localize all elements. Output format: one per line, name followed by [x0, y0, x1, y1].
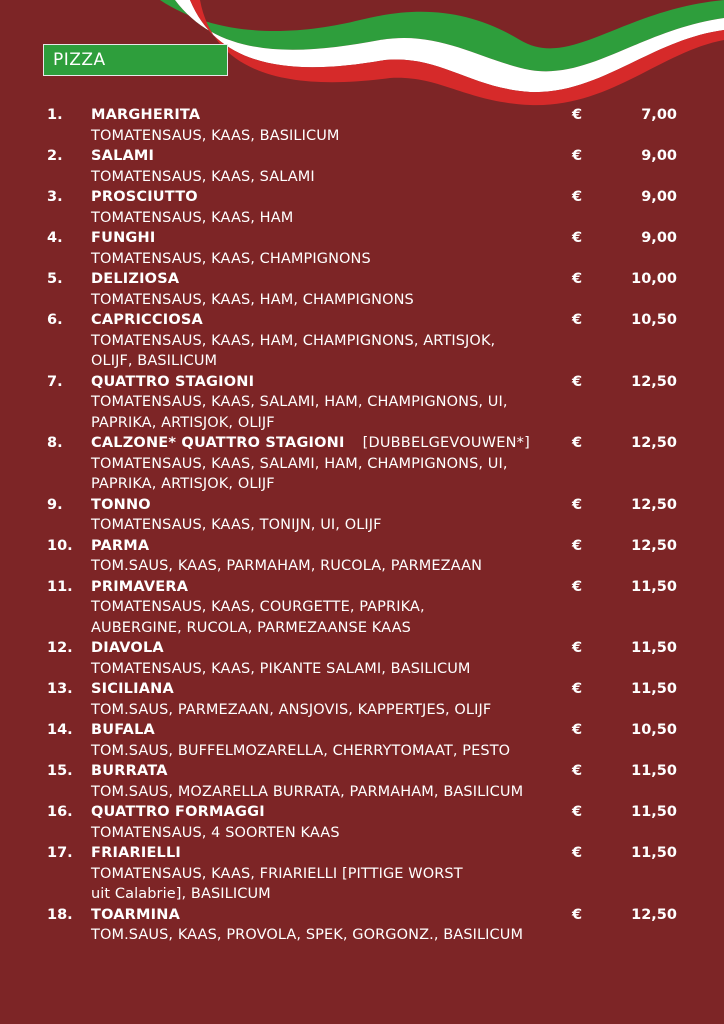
currency-symbol: € — [572, 373, 583, 390]
currency-symbol: € — [572, 435, 583, 451]
item-price: 11,50 — [631, 640, 677, 656]
item-name-text: DIAVOLA — [91, 640, 164, 656]
item-number: 3. — [47, 189, 63, 205]
item-number: 16. — [47, 804, 73, 820]
item-price: 12,50 — [631, 537, 677, 554]
currency-symbol: € — [572, 189, 583, 205]
menu-item — [0, 228, 724, 269]
item-description: PAPRIKA, ARTISJOK, OLIJF — [91, 414, 275, 431]
item-price: 12,50 — [631, 496, 677, 513]
item-number: 10. — [47, 537, 73, 554]
item-number: 18. — [47, 906, 73, 923]
item-description: TOM.SAUS, KAAS, PARMAHAM, RUCOLA, PARMEZAAN — [91, 558, 483, 574]
item-name — [91, 433, 530, 454]
menu-item — [0, 433, 724, 495]
item-price: 11,50 — [631, 804, 677, 820]
menu-item — [0, 536, 724, 577]
item-number: 7. — [47, 373, 63, 390]
item-name-text: SICILIANA — [91, 681, 174, 697]
menu-item — [0, 802, 724, 843]
currency-symbol: € — [572, 312, 583, 328]
item-name-text: FRIARIELLI — [91, 845, 182, 861]
currency-symbol: € — [572, 722, 583, 738]
item-description: TOMATENSAUS, KAAS, CHAMPIGNONS — [91, 250, 371, 267]
item-name — [91, 536, 149, 557]
item-description: TOMATENSAUS, 4 SOORTEN KAAS — [91, 824, 340, 841]
item-name-text: QUATTRO FORMAGGI — [91, 804, 265, 820]
item-price: 9,00 — [641, 230, 677, 246]
currency-symbol: € — [572, 763, 583, 779]
item-name-text: TOARMINA — [91, 906, 180, 923]
item-number: 11. — [47, 578, 73, 595]
item-name — [91, 577, 188, 598]
section-title-pizza: PIZZA — [43, 44, 228, 76]
item-price: 10,00 — [631, 271, 677, 287]
item-name — [91, 843, 181, 864]
item-description: TOMATENSAUS, KAAS, SALAMI — [91, 168, 315, 185]
menu-item — [0, 905, 724, 946]
item-name-text: PRIMAVERA — [91, 578, 189, 595]
item-description: TOMATENSAUS, KAAS, BASILICUM — [91, 127, 340, 144]
item-number: 5. — [47, 271, 63, 287]
item-name — [91, 187, 198, 208]
item-name-text: BUFALA — [91, 722, 155, 738]
item-description: OLIJF, BASILICUM — [91, 353, 218, 369]
item-name — [91, 679, 174, 700]
item-name — [91, 146, 154, 167]
item-name — [91, 372, 254, 393]
item-price: 11,50 — [631, 681, 677, 697]
item-price: 11,50 — [631, 763, 677, 779]
item-name-text: SALAMI — [91, 148, 155, 164]
currency-symbol: € — [572, 681, 583, 697]
menu-item — [0, 843, 724, 905]
menu-item — [0, 720, 724, 761]
menu-item — [0, 269, 724, 310]
currency-symbol: € — [572, 804, 583, 820]
item-name-text: MARGHERITA — [91, 107, 201, 123]
item-price: 11,50 — [631, 845, 677, 861]
item-number: 8. — [47, 435, 63, 451]
item-description: AUBERGINE, RUCOLA, PARMEZAANSE KAAS — [91, 619, 411, 636]
item-description: TOMATENSAUS, KAAS, PIKANTE SALAMI, BASILICUM — [91, 660, 471, 677]
currency-symbol: € — [572, 845, 583, 861]
menu-item — [0, 146, 724, 187]
currency-symbol: € — [572, 537, 583, 554]
currency-symbol: € — [572, 230, 583, 246]
item-number: 1. — [47, 107, 63, 123]
item-number: 12. — [47, 640, 73, 656]
item-name — [91, 905, 180, 926]
item-name — [91, 495, 151, 516]
item-number: 2. — [47, 148, 63, 164]
item-description: TOMATENSAUS, KAAS, TONIJN, UI, OLIJF — [91, 517, 382, 533]
item-description: TOMATENSAUS, KAAS, FRIARIELLI [PITTIGE WORST — [91, 865, 463, 882]
item-price: 9,00 — [641, 148, 677, 164]
item-description: TOM.SAUS, BUFFELMOZARELLA, CHERRYTOMAAT, PESTO — [91, 742, 511, 759]
item-description: uit Calabrie], BASILICUM — [91, 886, 271, 902]
menu-item — [0, 372, 724, 434]
item-price: 12,50 — [631, 906, 677, 923]
item-number: 14. — [47, 722, 73, 738]
item-note: [DUBBELGEVOUWEN*] — [362, 435, 530, 451]
item-name-text: BURRATA — [91, 763, 168, 779]
item-name — [91, 269, 179, 290]
item-number: 17. — [47, 845, 73, 861]
item-description: TOMATENSAUS, KAAS, HAM, CHAMPIGNONS, ARTISJOK, — [91, 332, 496, 349]
item-price: 12,50 — [631, 373, 677, 390]
item-name — [91, 228, 155, 249]
currency-symbol: € — [572, 578, 583, 595]
menu-item — [0, 638, 724, 679]
menu-item — [0, 679, 724, 720]
item-name-text: CALZONE* QUATTRO STAGIONI — [91, 435, 345, 451]
item-name-text: DELIZIOSA — [91, 271, 180, 287]
item-description: TOMATENSAUS, KAAS, COURGETTE, PAPRIKA, — [91, 599, 425, 615]
item-name — [91, 638, 164, 659]
menu-item — [0, 187, 724, 228]
item-name-text: FUNGHI — [91, 230, 156, 246]
item-name-text: TONNO — [91, 496, 151, 513]
item-number: 6. — [47, 312, 63, 328]
currency-symbol: € — [572, 640, 583, 656]
item-price: 10,50 — [631, 312, 677, 328]
item-description: TOMATENSAUS, KAAS, SALAMI, HAM, CHAMPIGNONS, UI, — [91, 455, 508, 472]
item-name-text: CAPRICCIOSA — [91, 312, 203, 328]
item-name-text: PROSCIUTTO — [91, 189, 198, 205]
item-price: 7,00 — [641, 107, 677, 123]
item-number: 13. — [47, 681, 73, 697]
item-name — [91, 310, 203, 331]
item-number: 15. — [47, 763, 73, 779]
currency-symbol: € — [572, 107, 583, 123]
item-number: 4. — [47, 230, 63, 246]
item-description: PAPRIKA, ARTISJOK, OLIJF — [91, 476, 275, 492]
currency-symbol: € — [572, 496, 583, 513]
item-description: TOMATENSAUS, KAAS, HAM — [91, 209, 294, 226]
item-name-text: QUATTRO STAGIONI — [91, 373, 255, 390]
item-description: TOMATENSAUS, KAAS, SALAMI, HAM, CHAMPIGNONS, UI, — [91, 394, 508, 410]
pizza-menu-list — [0, 105, 724, 946]
item-name — [91, 105, 200, 126]
menu-item — [0, 577, 724, 639]
currency-symbol: € — [572, 906, 583, 923]
item-price: 10,50 — [631, 722, 677, 738]
item-name — [91, 720, 155, 741]
item-description: TOM.SAUS, PARMEZAAN, ANSJOVIS, KAPPERTJES, OLIJF — [91, 701, 492, 718]
item-description: TOMATENSAUS, KAAS, HAM, CHAMPIGNONS — [91, 291, 414, 308]
currency-symbol: € — [572, 148, 583, 164]
item-price: 11,50 — [631, 578, 677, 595]
item-name — [91, 761, 168, 782]
item-name-text: PARMA — [91, 537, 150, 554]
item-price: 12,50 — [631, 435, 677, 451]
menu-item — [0, 105, 724, 146]
menu-item — [0, 495, 724, 536]
item-number: 9. — [47, 496, 63, 513]
currency-symbol: € — [572, 271, 583, 287]
menu-item — [0, 761, 724, 802]
item-description: TOM.SAUS, MOZARELLA BURRATA, PARMAHAM, BASILICUM — [91, 783, 524, 800]
item-name — [91, 802, 265, 823]
menu-item — [0, 310, 724, 372]
item-description: TOM.SAUS, KAAS, PROVOLA, SPEK, GORGONZ., BASILICUM — [91, 927, 524, 943]
item-price: 9,00 — [641, 189, 677, 205]
